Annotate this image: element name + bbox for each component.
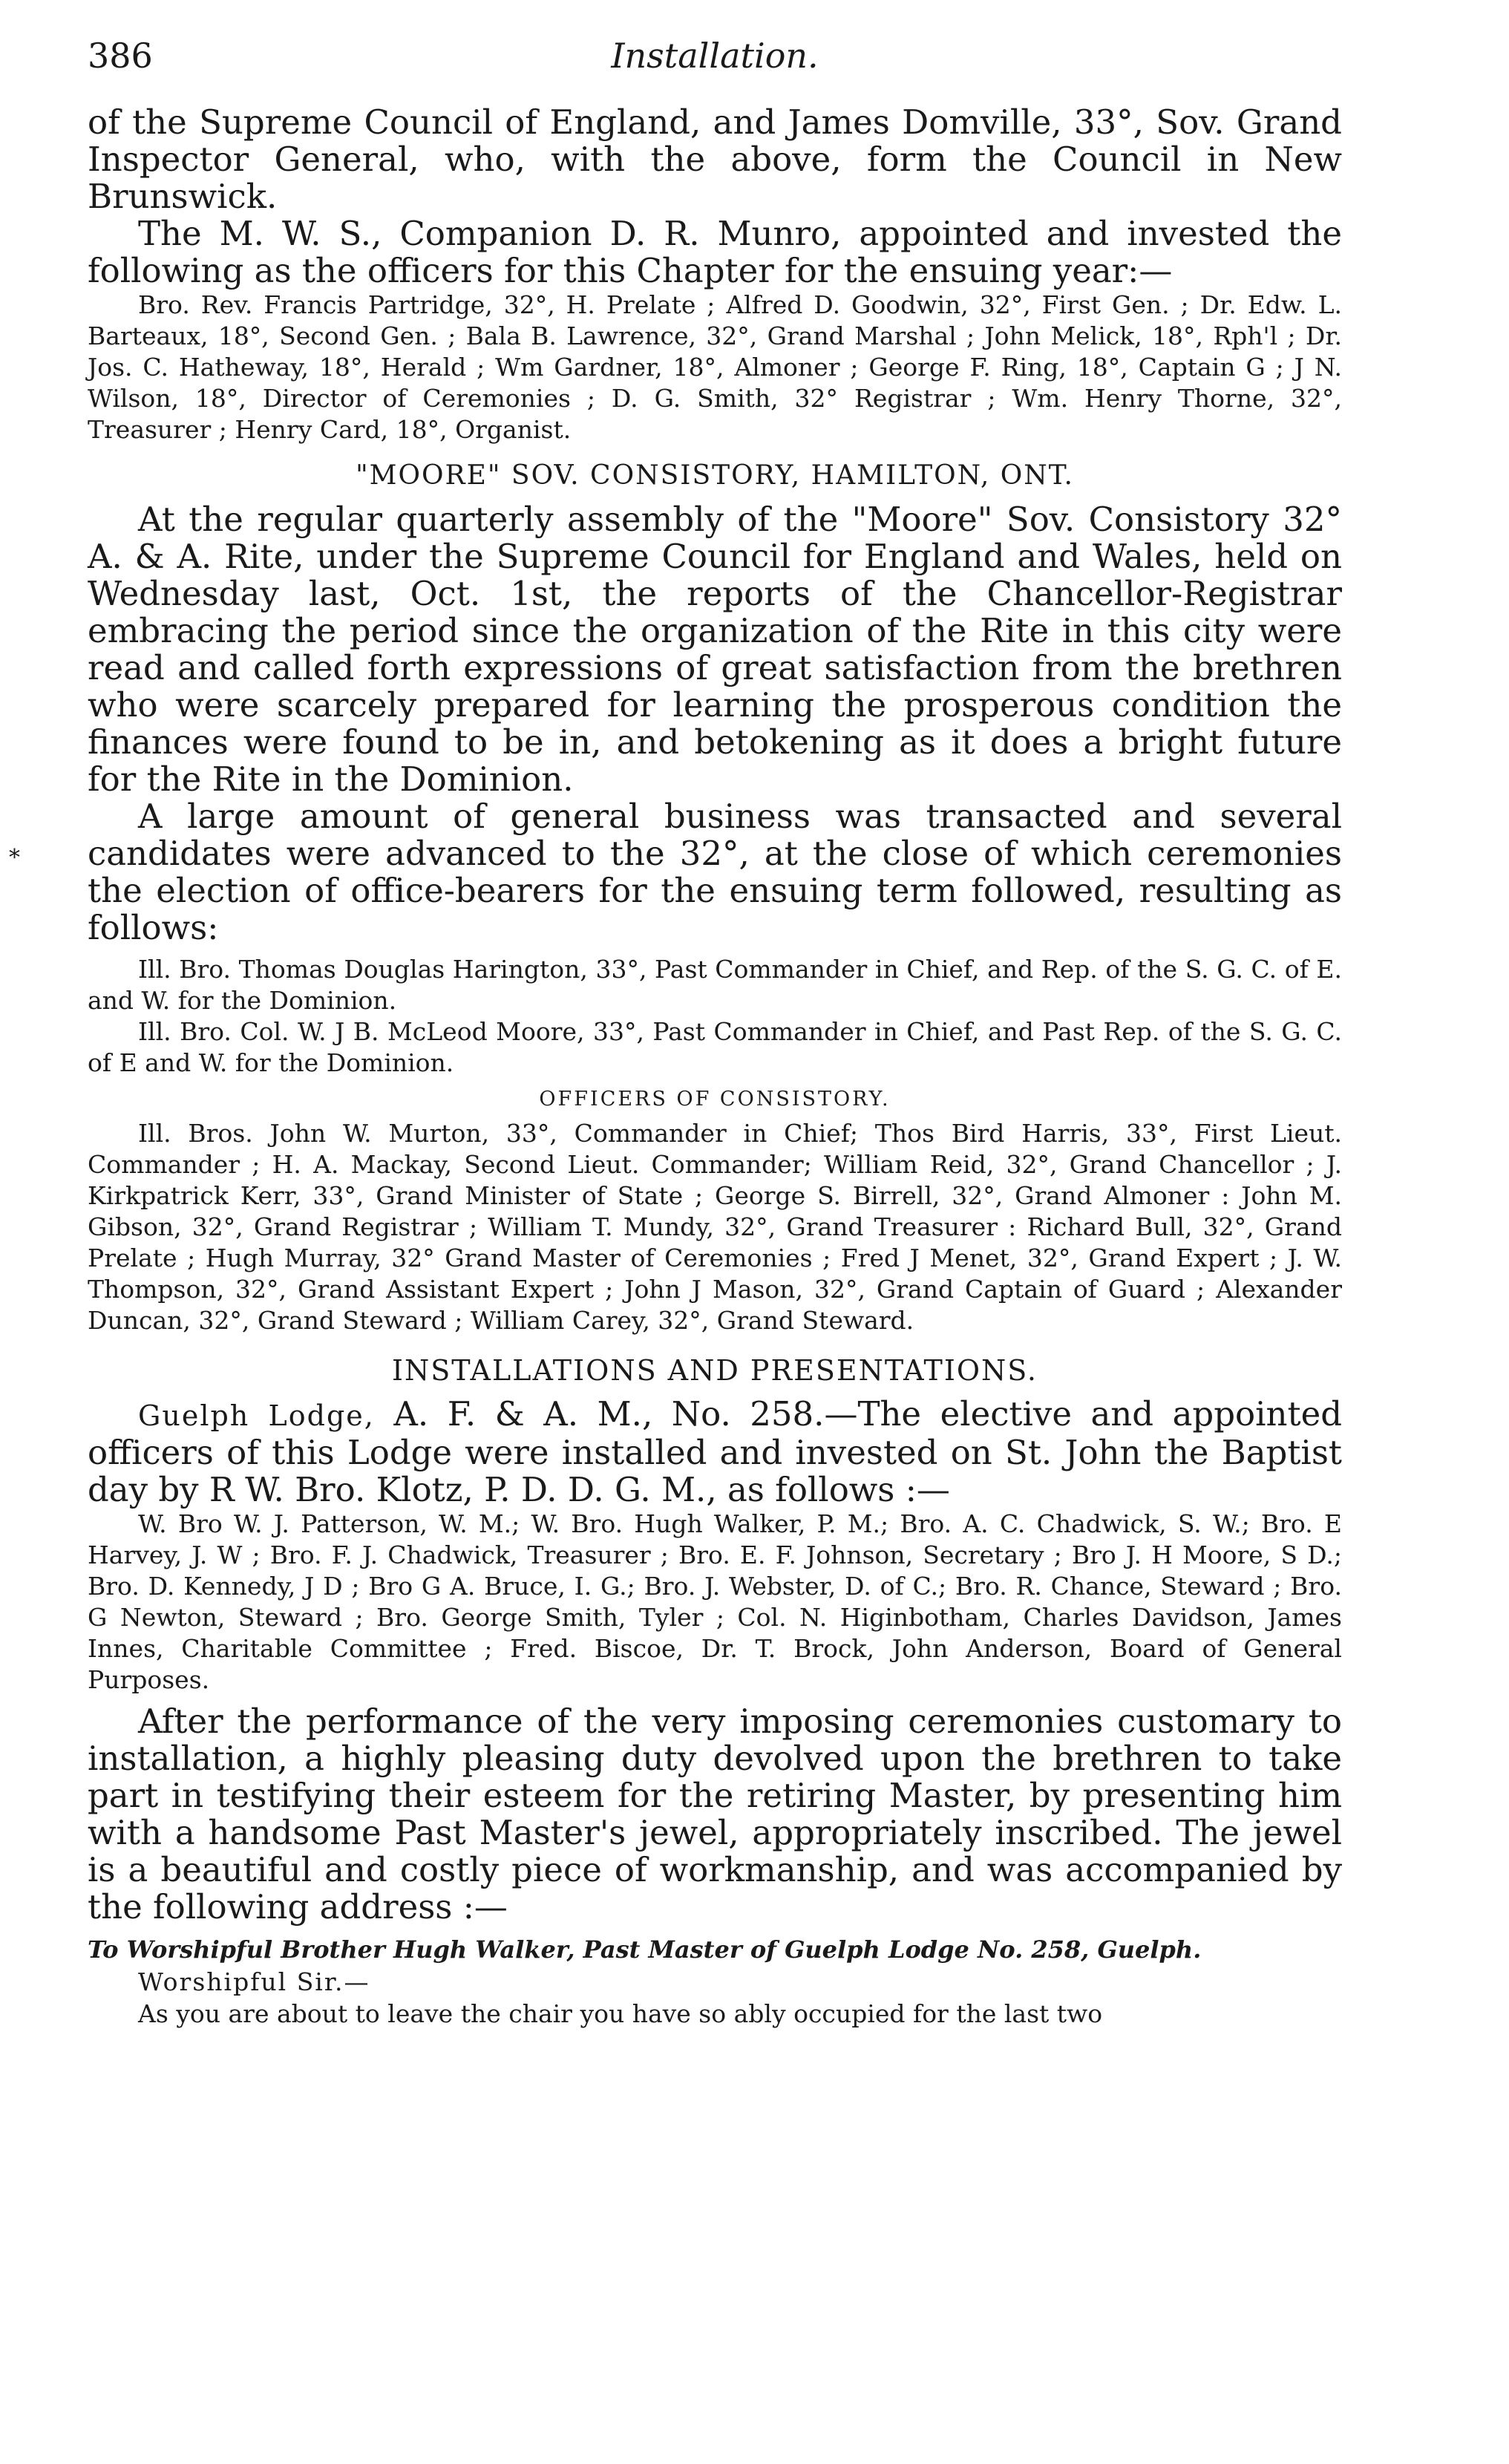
page-number: 386 [88,36,153,76]
paragraph-general-business: A large amount of general business was transacted and several candidates were advanced to the 32°, at the close of which ceremonies the election of office-bearers for the ensuing term followed, resulting as follows: [88,797,1342,947]
paragraph-mcleod-moore: Ill. Bro. Col. W. J B. McLeod Moore, 33°, Past Commander in Chief, and Past Rep. of the S. G. C. of E and W. for the Dominion. [88,1017,1342,1077]
margin-mark: * [9,845,20,871]
document-page [9,0,1343,2391]
running-title: Installation. [611,36,819,76]
heading-moore-consistory: "MOORE" SOV. CONSISTORY, HAMILTON, ONT. [356,460,1074,491]
subheading-officers-consistory: OFFICERS OF CONSISTORY. [539,1088,891,1111]
paragraph-chapter-officers: Bro. Rev. Francis Partridge, 32°, H. Prelate ; Alfred D. Goodwin, 32°, First Gen. ; Dr. Edw. L. Barteaux, 18°, Second Gen. ; Bala B. Lawrence, 32°, Grand Marshal ; John Melick, 18°, Rph'l ; Dr. Jos. C. Hatheway, 18°, Herald ; Wm Gardner, 18°, Almoner ; George F. Ring, 18°, Captain G ; J N. Wilson, 18°, Director of Ceremonies ; D. G. Smith, 32° Registrar ; Wm. Henry Thorne, 32°, Treasurer ; Henry Card, 18°, Organist. [88,290,1342,444]
paragraph-appointment: The M. W. S., Companion D. R. Munro, appointed and invested the following as the officers for this Chapter for the ensuing year:— [88,214,1342,290]
heading-installations: INSTALLATIONS AND PRESENTATIONS. [391,1354,1038,1387]
paragraph-address-start: As you are about to leave the chair you have so ably occupied for the last two [138,1999,1103,2028]
guelph-lodge-text: A. F. & A. M., No. 258.—The elective and appointed officers of this Lodge were installed and invested on St. John the Baptist day by R W. Bro. Klotz, P. D. D. G. M., as follows :— [88,1394,1343,1509]
salutation: Worshipful Sir.— [138,1967,370,1996]
paragraph-harington: Ill. Bro. Thomas Douglas Harington, 33°, Past Commander in Chief, and Rep. of the S. G. C. of E. and W. for the Dominion. [88,955,1342,1015]
paragraph-quarterly-assembly: At the regular quarterly assembly of the "Moore" Sov. Consistory 32° A. & A. Rite, under the Supreme Council for England and Wales, held on Wednesday last, Oct. 1st, the reports of the Chancellor-Registrar embracing the period since the organization of the Rite in this city were read and called forth expressions of great satisfaction from the brethren who were scarcely prepared for learning the prosperous condition the finances were found to be in, and betokening as it does a bright future for the Rite in the Dominion. [88,500,1342,799]
guelph-lodge-lead: Guelph Lodge, [138,1399,375,1432]
paragraph-guelph-lodge [88,1396,1342,1509]
address-recipient: To Worshipful Brother Hugh Walker, Past Master of Guelph Lodge No. 258, Guelph. [88,1935,1202,1964]
paragraph-presentation: After the performance of the very imposing ceremonies customary to installation, a highly pleasing duty devolved upon the brethren to take part in testifying their esteem for the retiring Master, by presenting him with a handsome Past Master's jewel, appropriately inscribed. The jewel is a beautiful and costly piece of workmanship, and was accompanied by the following address :— [88,1702,1342,1927]
paragraph-lodge-officers: W. Bro W. J. Patterson, W. M.; W. Bro. Hugh Walker, P. M.; Bro. A. C. Chadwick, S. W.; Bro. E Harvey, J. W ; Bro. F. J. Chadwick, Treasurer ; Bro. E. F. Johnson, Secretary ; Bro J. H Moore, S D.; Bro. D. Kennedy, J D ; Bro G A. Bruce, I. G.; Bro. J. Webster, D. of C.; Bro. R. Chance, Steward ; Bro. G Newton, Steward ; Bro. George Smith, Tyler ; Col. N. Higinbotham, Charles Davidson, James Innes, Charitable Committee ; Fred. Biscoe, Dr. T. Brock, John Anderson, Board of General Purposes. [88,1509,1342,1694]
running-head [88,36,1342,104]
paragraph-council: of the Supreme Council of England, and James Domville, 33°, Sov. Grand Inspector General, who, with the above, form the Council in New Brunswick. [88,102,1342,216]
paragraph-consistory-officers: Ill. Bros. John W. Murton, 33°, Commander in Chief; Thos Bird Harris, 33°, First Lieut. Commander ; H. A. Mackay, Second Lieut. Commander; William Reid, 32°, Grand Chancellor ; J. Kirkpatrick Kerr, 33°, Grand Minister of State ; George S. Birrell, 32°, Grand Almoner : John M. Gibson, 32°, Grand Registrar ; William T. Mundy, 32°, Grand Treasurer : Richard Bull, 32°, Grand Prelate ; Hugh Murray, 32° Grand Master of Ceremonies ; Fred J Menet, 32°, Grand Expert ; J. W. Thompson, 32°, Grand Assistant Expert ; John J Mason, 32°, Grand Captain of Guard ; Alexander Duncan, 32°, Grand Steward ; William Carey, 32°, Grand Steward. [88,1119,1342,1335]
